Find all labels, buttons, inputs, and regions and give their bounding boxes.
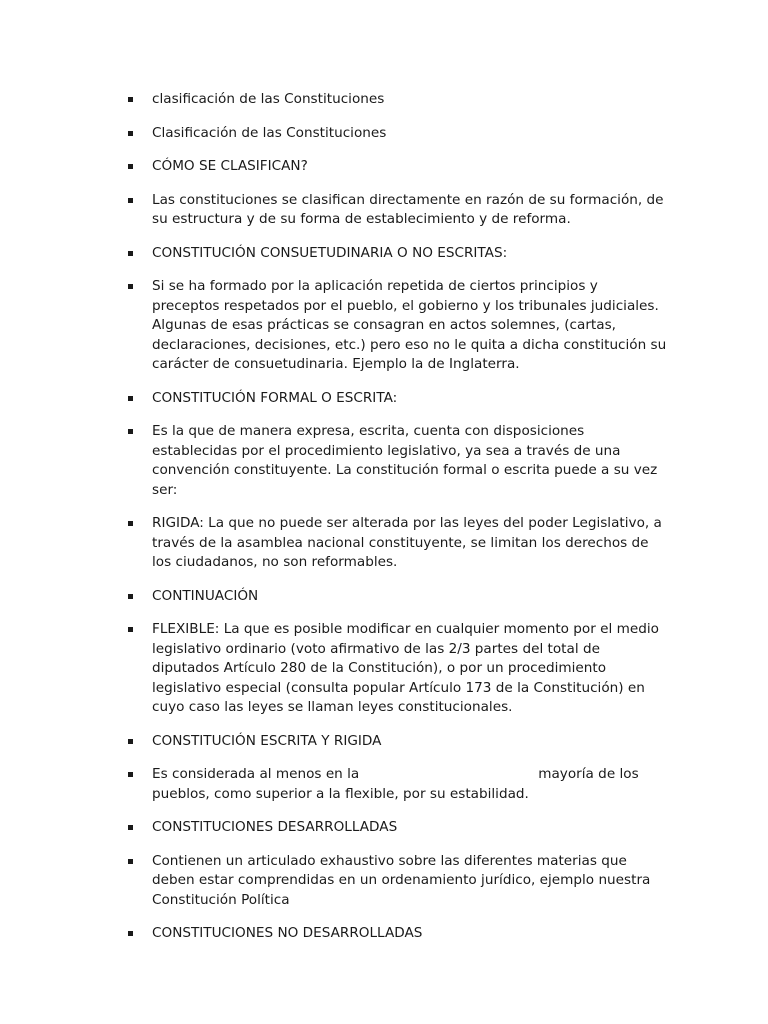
square-bullet-icon xyxy=(128,429,133,434)
bullet-item xyxy=(128,587,668,607)
bullet-item xyxy=(128,620,668,718)
bullet-text: Clasificación de las Constituciones xyxy=(152,124,387,141)
bullet-item xyxy=(128,157,668,177)
square-bullet-icon xyxy=(128,97,133,102)
square-bullet-icon xyxy=(128,164,133,169)
bullet-text: CONSTITUCIÓN FORMAL O ESCRITA: xyxy=(152,389,398,406)
bullet-item xyxy=(128,90,668,110)
bullet-item xyxy=(128,244,668,264)
bullet-text: Contienen un articulado exhaustivo sobre las diferentes materias que deben estar comprendidas en un ordenamiento jurídico, ejemplo nuestra Constitución Política xyxy=(152,852,651,908)
bullet-text: CÓMO SE CLASIFICAN? xyxy=(152,158,308,174)
bullet-item xyxy=(128,422,668,500)
bullet-text: clasificación de las Constituciones xyxy=(152,91,385,107)
square-bullet-icon xyxy=(128,825,133,830)
bullet-item xyxy=(128,852,668,911)
bullet-text: RIGIDA: La que no puede ser alterada por las leyes del poder Legislativo, a través de la asamblea nacional constituyente, se limitan los derechos de los ciudadanos, no son reformables. xyxy=(152,515,662,570)
bullet-text: FLEXIBLE: La que es posible modificar en cualquier momento por el medio legislativo ordinario (voto afirmativo de las 2/3 partes del total de diputados Artículo 280 de la Constitución), o por un procedimiento legislativo especial (consulta popular Artículo 173 de la Constitución) en cuyo caso las leyes se llaman leyes constitucionales. xyxy=(152,621,659,715)
square-bullet-icon xyxy=(128,594,133,599)
bullet-item xyxy=(128,191,668,230)
bullet-text: CONSTITUCIÓN CONSUETUDINARIA O NO ESCRITAS: xyxy=(152,244,508,261)
bullet-item xyxy=(128,924,668,944)
square-bullet-icon xyxy=(128,931,133,936)
bullet-text-after: mayoría de los pueblos, como superior a la flexible, por su estabilidad. xyxy=(152,766,639,802)
bullet-item xyxy=(128,514,668,573)
square-bullet-icon xyxy=(128,198,133,203)
square-bullet-icon xyxy=(128,772,133,777)
bullet-text: Las constituciones se clasifican directamente en razón de su formación, de su estructura y de su forma de establecimiento y de reforma. xyxy=(152,191,664,227)
square-bullet-icon xyxy=(128,284,133,289)
square-bullet-icon xyxy=(128,521,133,526)
square-bullet-icon xyxy=(128,396,133,401)
bullet-item xyxy=(128,732,668,752)
bullet-item xyxy=(128,277,668,375)
square-bullet-icon xyxy=(128,251,133,256)
square-bullet-icon xyxy=(128,627,133,632)
square-bullet-icon xyxy=(128,859,133,864)
bullet-text: CONSTITUCIONES NO DESARROLLADAS xyxy=(152,925,423,941)
bullet-item xyxy=(128,389,668,409)
bullet-text: Si se ha formado por la aplicación repetida de ciertos principios y preceptos respetados por el pueblo, el gobierno y los tribunales judiciales. Algunas de esas prácticas se consagran en actos solemnes, (cartas, declaraciones, decisiones, etc.) pero eso no le quita a dicha constitución su carácter de consuetudinaria. Ejemplo la de Inglaterra. xyxy=(152,278,667,372)
bullet-text: Es la que de manera expresa, escrita, cuenta con disposiciones establecidas por el procedimiento legislativo, ya sea a través de una convención constituyente. La constitución formal o escrita puede a su vez ser: xyxy=(152,423,658,498)
bullet-text: CONSTITUCIONES DESARROLLADAS xyxy=(152,819,398,835)
bullet-list xyxy=(128,90,668,944)
bullet-text-before: Es considerada al menos en la xyxy=(152,766,360,782)
square-bullet-icon xyxy=(128,739,133,744)
bullet-text: CONSTITUCIÓN ESCRITA Y RIGIDA xyxy=(152,732,382,749)
bullet-item xyxy=(128,124,668,144)
bullet-item xyxy=(128,818,668,838)
bullet-text: CONTINUACIÓN xyxy=(152,587,259,604)
bullet-item xyxy=(128,765,668,804)
square-bullet-icon xyxy=(128,131,133,136)
